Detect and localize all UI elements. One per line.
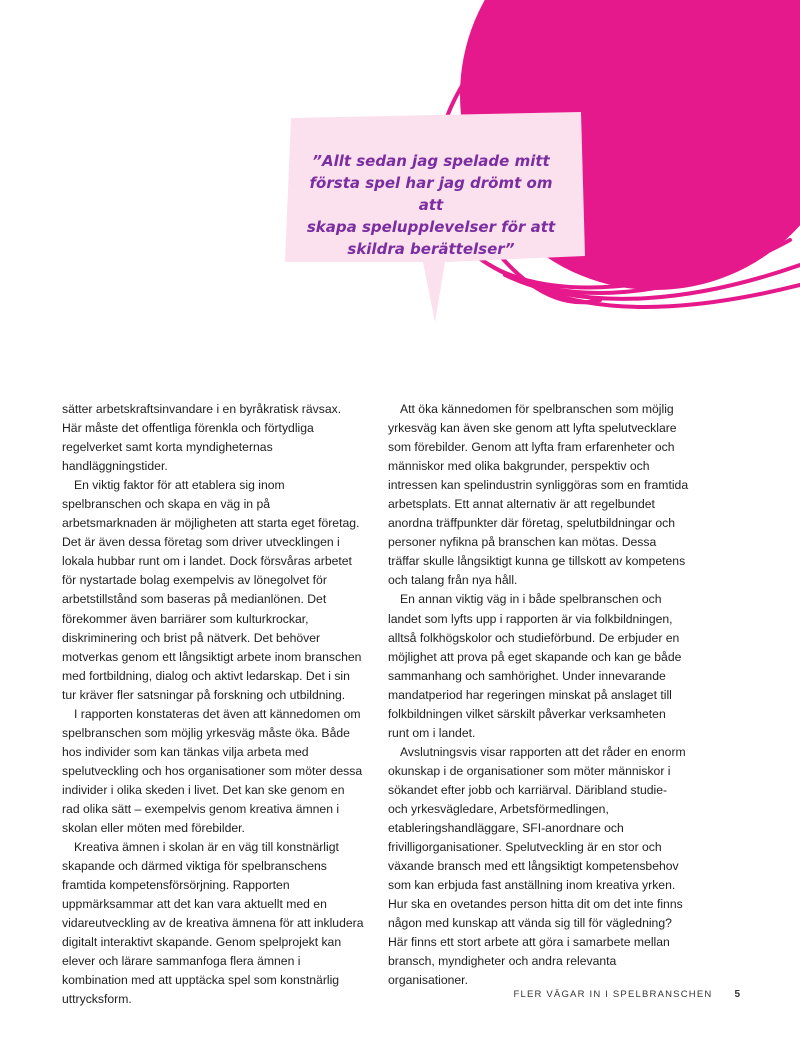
paragraph: En viktig faktor för att etablera sig inom spelbranschen och skapa en väg in på arbetsmarknaden är möjligheten att starta eget företag. Det är även dessa företag som driver utvecklingen i lokala hubbar runt om i landet. Dock försvåras arbetet för nystartade bolag exempelvis av lönegolvet för arbetstillstånd som baseras på medianlönen. Det förekommer även barriärer som kulturkrockar, diskriminering och brist på nätverk. Det behöver motverkas genom ett långsiktigt arbete inom branschen med fortbildning, dialog och aktivt ledarskap. Det i sin tur kräver fler satsningar på forskning och utbildning. <box>62 478 362 702</box>
quote-line: ”Allt sedan jag spelade mitt <box>312 152 550 170</box>
paragraph: Kreativa ämnen i skolan är en väg till konstnärligt skapande och därmed viktiga för spelbranschens framtida kompetensförsörjning. Rapporten uppmärksammar att det kan vara aktuellt med en vidareutveckling av de kreativa ämnena för att inkludera digitalt interaktivt skapande. Genom spelprojekt kan elever och lärare sammanfoga flera ämnen i kombination med att upptäcka spel som konstnärlig uttrycksform. <box>62 840 364 1007</box>
quote-line: skapa spelupplevelser för att <box>306 218 556 236</box>
page-number: 5 <box>734 989 740 1000</box>
paragraph: I rapporten konstateras det även att kännedomen om spelbranschen som möjlig yrkesväg måste öka. Både hos individer som kan tänkas vilja arbeta med spelutveckling och hos organisationer som möter dessa individer i olika skeden i livet. Det kan ske genom en rad olika sätt – exempelvis genom kreativa ämnen i skolan eller möten med förebilder. <box>62 706 363 836</box>
running-title: FLER VÄGAR IN I SPELBRANSCHEN <box>513 989 713 1000</box>
paragraph: En annan viktig väg in i både spelbranschen och landet som lyfts upp i rapporten är via folkbildningen, alltså folkhögskolor och studieförbund. De erbjuder en möjlighet att prova på eget skapande och kan ge både sammanhang och samhörighet. Under innevarande mandatperiod har regeringen minskat på anslaget till folkbildningen vilket särskilt påverkar verksamheten runt om i landet. <box>388 592 682 740</box>
pull-quote <box>300 150 562 260</box>
right-text-column <box>388 400 690 990</box>
quote-line: första spel har jag drömt om att <box>309 174 553 214</box>
left-text-column <box>62 400 364 1010</box>
paragraph: Att öka kännedomen för spelbranschen som möjlig yrkesväg kan även ske genom att lyfta spelutvecklare som förebilder. Genom att lyfta fram erfarenheter och människor med olika bakgrunder, perspektiv och intressen kan spelindustrin synliggöras som en framtida arbetsplats. Ett annat alternativ är att regelbundet anordna träffpunkter där företag, spelutbildningar och personer nyfikna på branschen kan mötas. Dessa träffar skulle långsiktigt kunna ge tillskott av kompetens och talang från nya håll. <box>388 402 689 588</box>
paragraph: sätter arbetskraftsinvandare i en byråkratisk rävsax. Här måste det offentliga förenkla och förtydliga regelverket samt korta myndigheternas handläggningstider. <box>62 402 342 474</box>
paragraph: Avslutningsvis visar rapporten att det råder en enorm okunskap i de organisationer som möter människor i sökandet efter jobb och karriärval. Däribland studie- och yrkesvägledare, Arbetsförmedlingen, etableringshandläggare, SFI-anordnare och frivilligorganisationer. Spelutveckling är en stor och växande bransch med ett långsiktigt kompetensbehov som kan erbjuda fast anställning inom kreativa yrken. Hur ska en ovetandes person hitta dit om det inte finns någon med kunskap att vända sig till för vägledning? Här finns ett stort arbete att göra i samarbete mellan bransch, myndigheter och andra relevanta organisationer. <box>388 744 686 988</box>
quote-line: skildra berättelser” <box>347 240 515 258</box>
page-footer <box>460 989 740 1000</box>
